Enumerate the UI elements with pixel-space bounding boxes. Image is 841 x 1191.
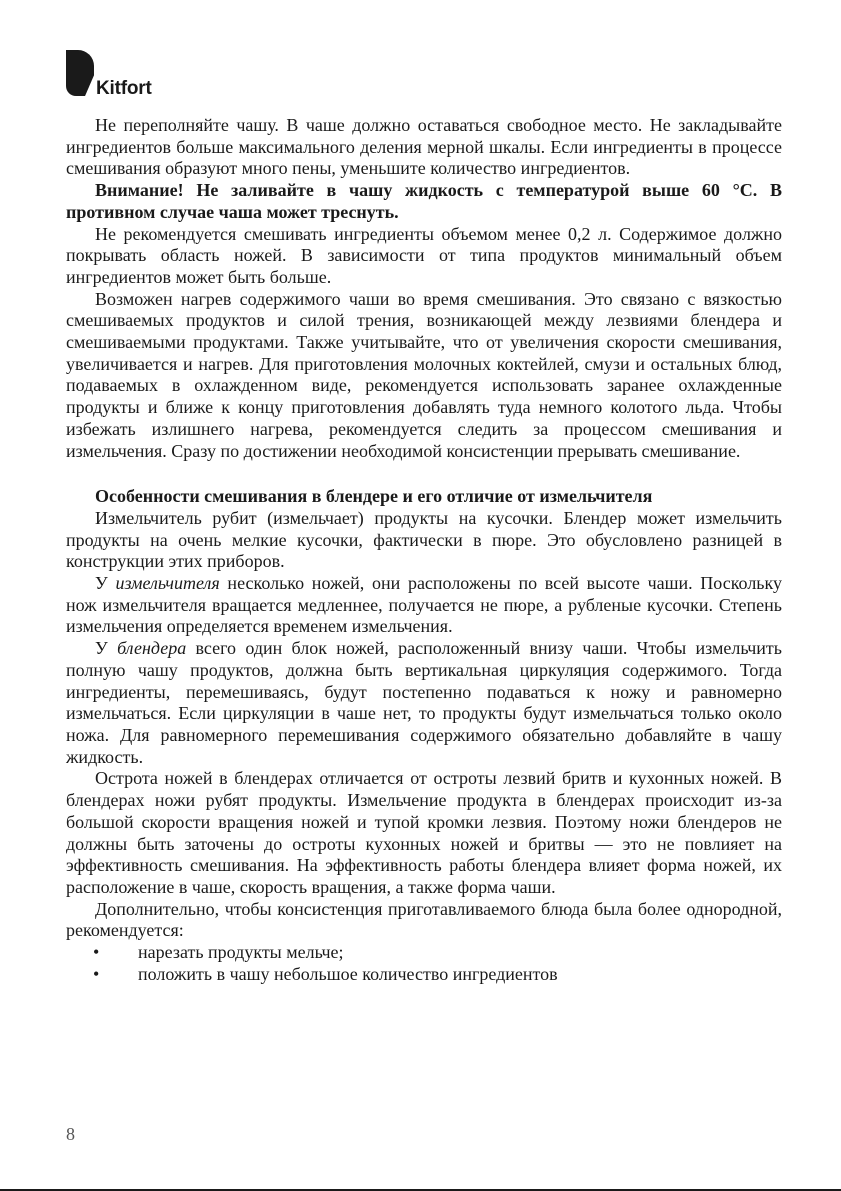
paragraph-overfill: Не переполняйте чашу. В чаше должно оставаться свободное место. Не закладывайте ингредиентов больше максимального деления мерной шкалы. Если ингредиенты в процессе смешивания образуют много пены, уменьшите количество ингредиентов.: [66, 115, 782, 179]
paragraph-chopper-vs-blender: Измельчитель рубит (измельчает) продукты на кусочки. Блендер может измельчить продукты на очень мелкие кусочки, фактически в пюре. Это обусловлено разницей в конструкции этих приборов.: [66, 507, 782, 572]
term-blender: блендера: [117, 638, 187, 659]
list-item-text: нарезать продукты мельче;: [138, 942, 344, 963]
recommendation-list: [66, 942, 782, 985]
list-item: [66, 964, 782, 986]
brand-name: Kitfort: [96, 78, 152, 99]
paragraph-blender-start: У: [95, 638, 118, 659]
kitfort-logo: [66, 50, 176, 98]
page-number: 8: [66, 1124, 75, 1144]
list-item-text: положить в чашу небольшое количество ингредиентов: [138, 963, 558, 984]
bullet-icon: •: [93, 963, 100, 984]
term-chopper: измельчителя: [115, 573, 220, 594]
paragraph-blender: [66, 638, 782, 768]
section-title: Особенности смешивания в блендере и его отличие от измельчителя: [95, 486, 653, 507]
paragraph-min-volume: Не рекомендуется смешивать ингредиенты объемом менее 0,2 л. Содержимое должно покрывать область ножей. В зависимости от типа продуктов минимальный объем ингредиентов может быть больше.: [66, 223, 782, 287]
paragraph-blender-rest: всего один блок ножей, расположенный внизу чаши. Чтобы измельчить полную чашу продуктов, должна быть вертикальная циркуляция содержимого. Тогда ингредиенты, перемешиваясь, будут постепенно подаваться к ножу и равномерно измельчаться. Если циркуляции в чаше нет, то продукты будут измельчаться только около ножа. Для равномерного перемешивания содержимого обязательно добавляйте в чашу жидкость.: [66, 638, 782, 767]
paragraph-heating: Возможен нагрев содержимого чаши во время смешивания. Это связано с вязкостью смешиваемых продуктов и силой трения, возникающей между лезвиями блендера и смешиваемыми продуктами. Также учитывайте, что от увеличения скорости смешивания, увеличивается и нагрев. Для приготовления молочных коктейлей, смузи и остальных блюд, подаваемых в охлажденном виде, рекомендуется использовать заранее охлажденные продукты и ближе к концу приготовления добавлять туда немного колотого льда. Чтобы избежать излишнего нагрева, рекомендуется следить за процессом смешивания и измельчения. Сразу по достижении необходимой консистенции прерывать смешивание.: [66, 288, 782, 461]
bullet-icon: •: [93, 942, 100, 963]
paragraph-recommendations: Дополнительно, чтобы консистенция приготавливаемого блюда была более однородной, рекомендуется:: [66, 898, 782, 941]
list-item: [66, 942, 782, 964]
page-content: [66, 115, 782, 985]
paragraph-chopper-rest: несколько ножей, они расположены по всей высоте чаши. Поскольку нож измельчителя вращается медленнее, получается не пюре, а рубленые кусочки. Степень измельчения определяется временем измельчения.: [66, 573, 782, 637]
kitfort-logo-mark-icon: [66, 50, 94, 96]
paragraph-blade-sharpness: Острота ножей в блендерах отличается от остроты лезвий бритв и кухонных ножей. В блендерах ножи рубят продукты. Измельчение продукта в блендерах происходит из-за большой скорости вращения ножей и тупой кромки лезвия. Поэтому ножи блендеров не должны быть заточены до остроты кухонных ножей и бритвы — это не повлияет на эффективность смешивания. На эффективность работы блендера влияет форма ножей, их расположение в чаше, скорость вращения, а также форма чаши.: [66, 768, 782, 897]
paragraph-chopper: [66, 573, 782, 638]
paragraph-chopper-start: У: [95, 573, 116, 594]
warning-paragraph: Внимание! Не заливайте в чашу жидкость с температурой выше 60 °С. В противном случае чаша может треснуть.: [66, 180, 782, 222]
